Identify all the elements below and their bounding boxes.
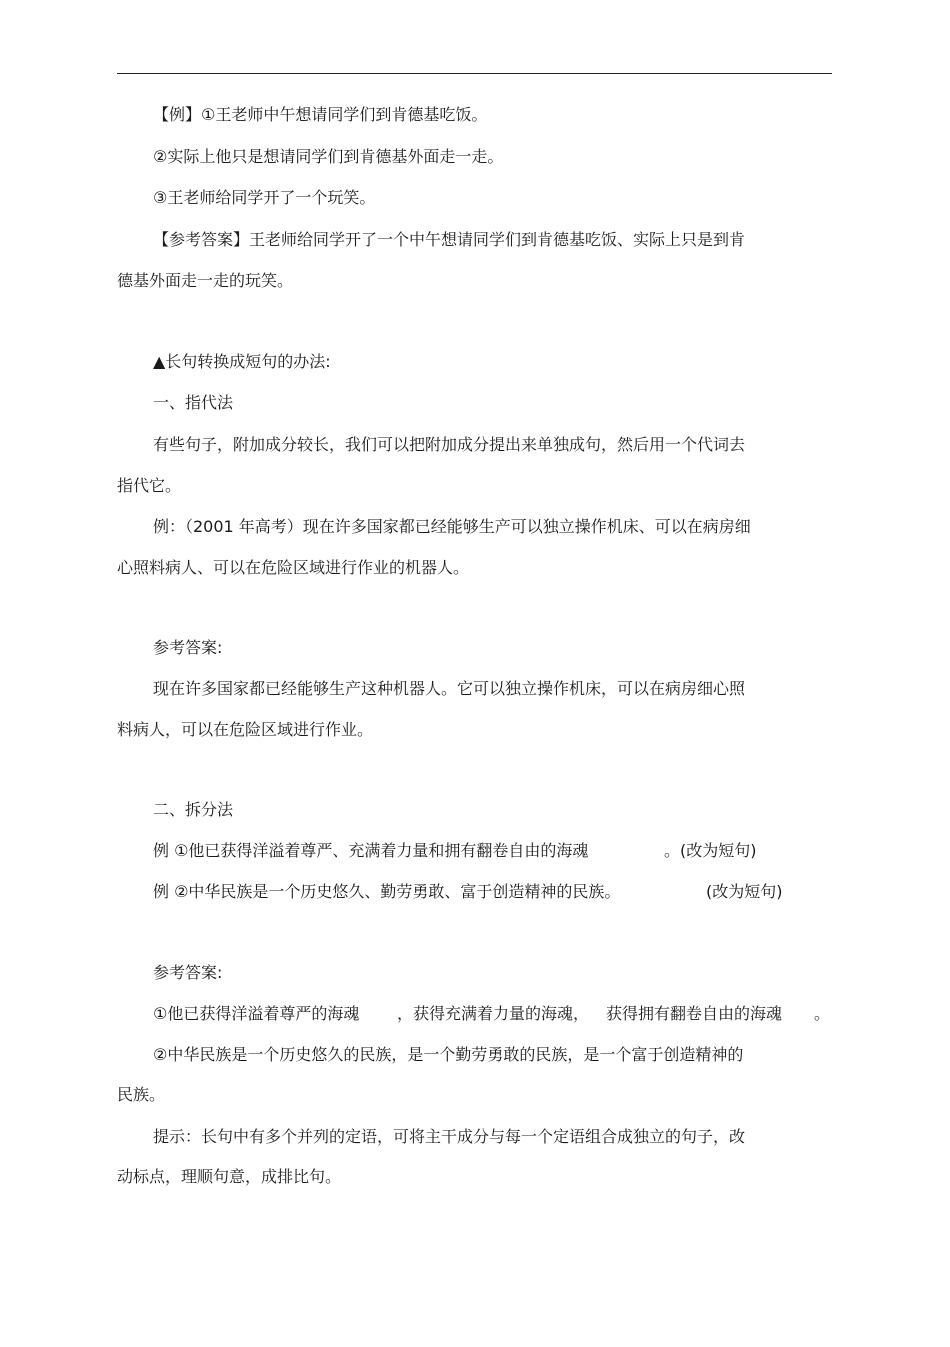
section-heading-long-to-short: ▲长句转换成短句的办法:: [153, 352, 331, 371]
method-2-example-1: 例 ①他已获得洋溢着尊严、充满着力量和拥有翻卷自由的海魂: [153, 841, 589, 860]
method-2-answer-1-end: 。: [814, 1004, 831, 1023]
answer-line-1: 【参考答案】王老师给同学开了一个中午想请同学们到肯德基吃饭、实际上只是到肯: [153, 230, 746, 249]
method-1-answer-line-2: 料病人，可以在危险区域进行作业。: [117, 720, 374, 739]
method-2-answer-2-line-2: 民族。: [117, 1085, 166, 1104]
method-2-answer-1-part-2: ，获得充满着力量的海魂，: [397, 1004, 590, 1023]
example-line-3: ③王老师给同学开了一个玩笑。: [153, 188, 376, 207]
method-2-answer-1-part-1: ①他已获得洋溢着尊严的海魂: [153, 1004, 360, 1023]
answer-line-2: 德基外面走一走的玩笑。: [117, 271, 294, 290]
example-line-1: 【例】①王老师中午想请同学们到肯德基吃饭。: [153, 105, 488, 124]
method-1-desc-line-1: 有些句子，附加成分较长，我们可以把附加成分提出来单独成句，然后用一个代词去: [153, 435, 746, 454]
method-2-heading: 二、拆分法: [153, 800, 234, 819]
method-1-example-line-2: 心照料病人、可以在危险区域进行作业的机器人。: [117, 558, 470, 577]
method-2-answer-1-part-3: 获得拥有翻卷自由的海魂: [606, 1004, 783, 1023]
header-rule: [117, 73, 832, 74]
method-1-desc-line-2: 指代它。: [117, 476, 182, 495]
example-line-2: ②实际上他只是想请同学们到肯德基外面走一走。: [153, 147, 504, 166]
method-2-example-2-note: (改为短句): [706, 882, 783, 901]
method-1-example-line-1: 例：（2001 年高考）现在许多国家都已经能够生产可以独立操作机床、可以在病房细: [153, 517, 751, 536]
method-1-heading: 一、指代法: [153, 393, 234, 412]
method-2-example-2: 例 ②中华民族是一个历史悠久、勤劳勇敢、富于创造精神的民族。: [153, 882, 621, 901]
method-1-answer-line-1: 现在许多国家都已经能够生产这种机器人。它可以独立操作机床，可以在病房细心照: [153, 679, 746, 698]
hint-line-2: 动标点，理顺句意，成排比句。: [117, 1167, 342, 1186]
method-2-example-1-note: 。(改为短句): [664, 841, 757, 860]
method-2-answer-label: 参考答案:: [153, 963, 223, 982]
hint-line-1: 提示：长句中有多个并列的定语，可将主干成分与每一个定语组合成独立的句子，改: [153, 1127, 746, 1146]
method-2-answer-2-line-1: ②中华民族是一个历史悠久的民族，是一个勤劳勇敢的民族，是一个富于创造精神的: [153, 1045, 744, 1064]
method-1-answer-label: 参考答案:: [153, 638, 223, 657]
